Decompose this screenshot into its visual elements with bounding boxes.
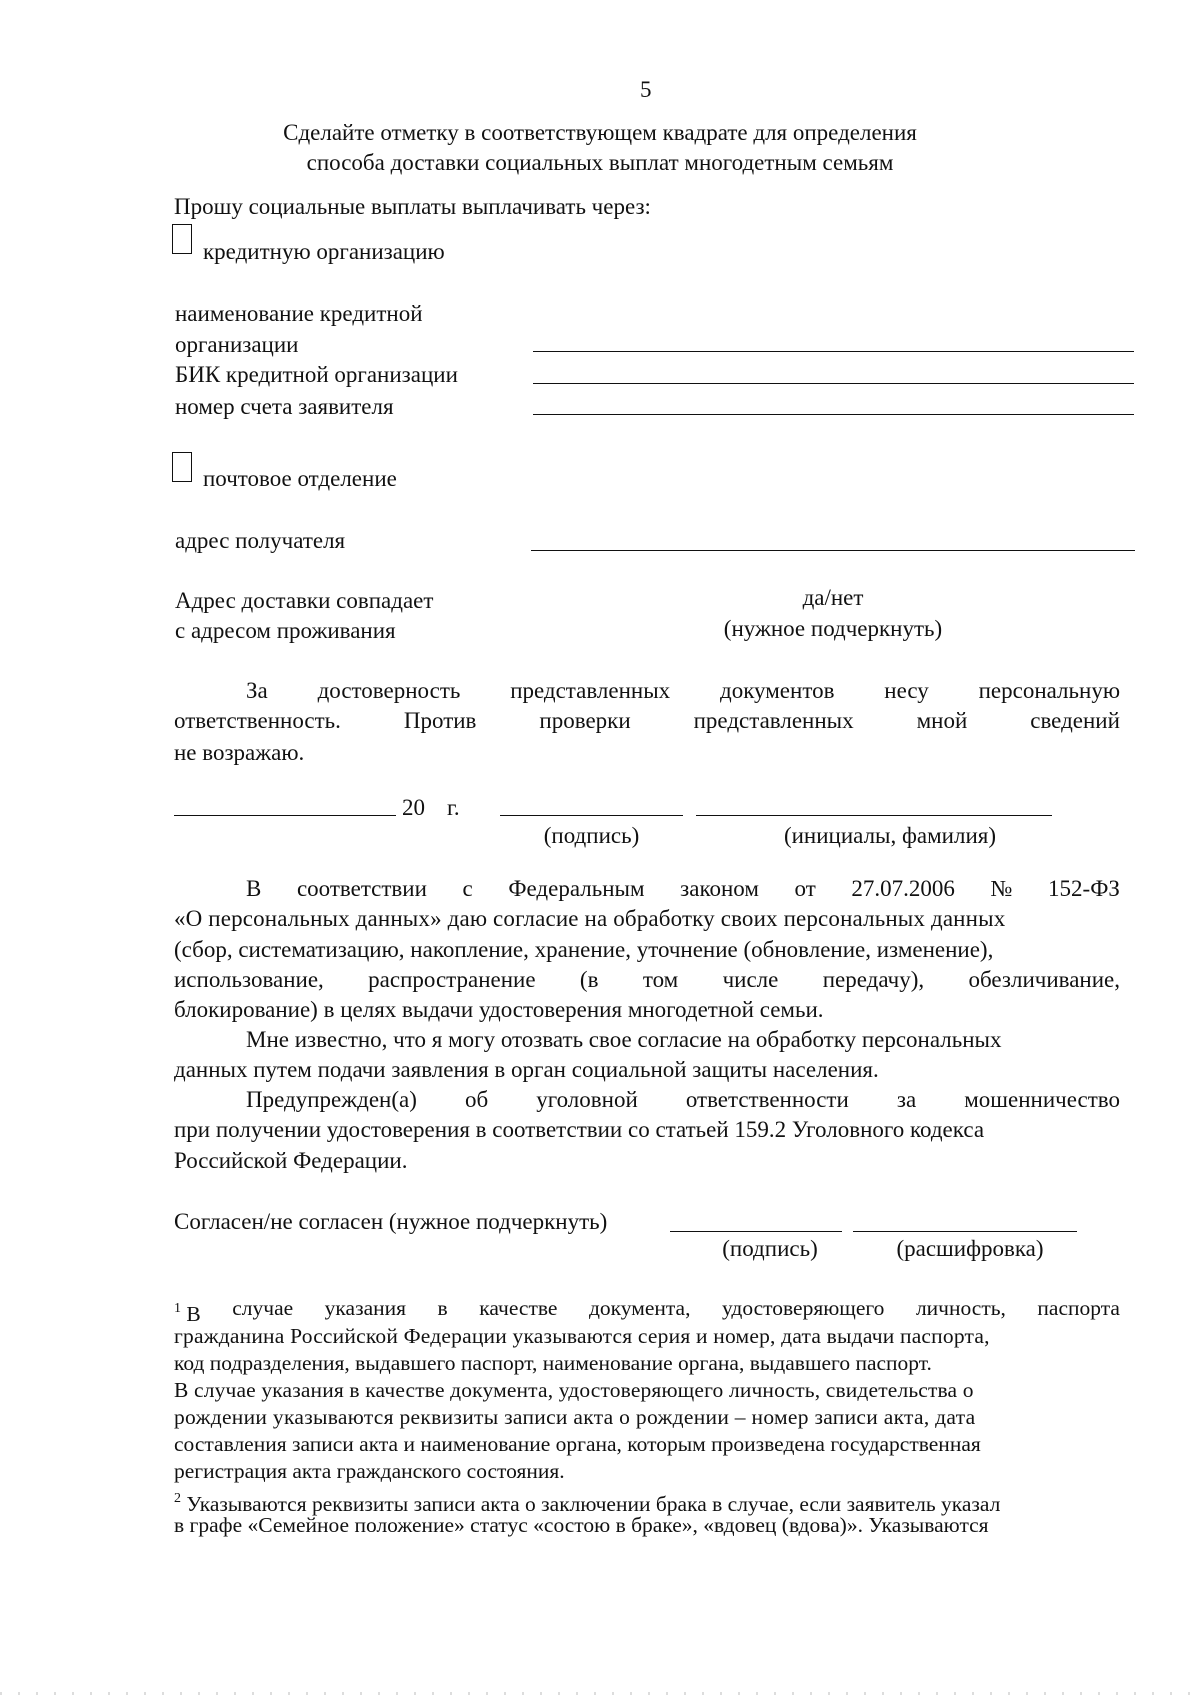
word: с <box>462 876 473 901</box>
post-office-label: почтовое отделение <box>203 466 397 491</box>
bank-name-label-2: организации <box>175 332 299 357</box>
recipient-address-field[interactable] <box>531 550 1135 551</box>
footnote-1-p2-line-4: регистрация акта гражданского состояния. <box>174 1459 565 1483</box>
word: Против <box>403 708 477 733</box>
word: обезличивание, <box>968 967 1120 992</box>
word: личность, <box>915 1296 1006 1320</box>
agree-decode-caption: (расшифровка) <box>896 1236 1044 1261</box>
account-label: номер счета заявителя <box>175 394 394 419</box>
footnote-2-line-2: в графе «Семейное положение» статус «состою в браке», «вдовец (вдова)». Указываются <box>174 1513 989 1537</box>
word: достоверность <box>317 678 461 703</box>
word: проверки <box>539 708 631 733</box>
initials-caption: (инициалы, фамилия) <box>783 823 997 848</box>
delivery-choice[interactable]: да/нет <box>802 585 864 610</box>
footnote-2-text: Указываются реквизиты записи акта о заключении брака в случае, если заявитель указал <box>186 1492 1001 1516</box>
word: том <box>642 967 679 992</box>
agree-decode-field[interactable] <box>853 1231 1077 1232</box>
word: уголовной <box>536 1087 638 1112</box>
consent-line-4 <box>174 964 1120 995</box>
consent-p3-line-2: при получении удостоверения в соответствии со статьей 159.2 Уголовного кодекса <box>174 1117 985 1142</box>
word: документов <box>720 678 835 703</box>
request-text: Прошу социальные выплаты выплачивать через: <box>174 194 651 219</box>
credit-org-checkbox[interactable] <box>172 224 192 254</box>
footnote-1-mark: 1 <box>174 1301 181 1316</box>
consent-p3-line-3: Российской Федерации. <box>174 1148 408 1173</box>
bik-label: БИК кредитной организации <box>175 362 458 387</box>
word: несу <box>884 678 929 703</box>
word: качестве <box>479 1296 558 1320</box>
consent-p2-line-1: Мне известно, что я могу отозвать свое согласие на обработку персональных <box>246 1027 1002 1052</box>
consent-line-1 <box>246 873 1120 904</box>
account-field[interactable] <box>533 414 1134 415</box>
responsibility-line-1 <box>246 675 1120 706</box>
heading-line-1: Сделайте отметку в соответствующем квадрате для определения <box>283 120 917 145</box>
footnote-1-p2-line-2: рождении указываются реквизиты записи акта о рождении – номер записи акта, дата <box>174 1405 976 1429</box>
delivery-address-label-1: Адрес доставки совпадает <box>175 588 434 613</box>
word: передачу), <box>822 967 925 992</box>
responsibility-line-3: не возражаю. <box>174 740 305 765</box>
footnote-1-line-2: гражданина Российской Федерации указываются серия и номер, дата выдачи паспорта, <box>174 1324 990 1348</box>
word: 152-ФЗ <box>1048 876 1120 901</box>
word: числе <box>722 967 779 992</box>
heading-line-2: способа доставки социальных выплат многодетным семьям <box>306 150 894 175</box>
agree-text: Согласен/не согласен (нужное подчеркнуть) <box>174 1209 608 1234</box>
word: использование, <box>174 967 324 992</box>
consent-line-2: «О персональных данных» даю согласие на обработку своих персональных данных <box>174 906 1006 931</box>
word: 27.07.2006 <box>851 876 955 901</box>
consent-line-5: блокирование) в целях выдачи удостоверения многодетной семьи. <box>174 997 824 1022</box>
word: Предупрежден(а) <box>246 1087 417 1112</box>
word: персональную <box>978 678 1120 703</box>
word: соответствии <box>296 876 427 901</box>
year-text: 20 <box>402 795 425 820</box>
word: представленных <box>693 708 854 733</box>
word: законом <box>680 876 759 901</box>
bik-field[interactable] <box>533 383 1134 384</box>
word: Федеральным <box>508 876 645 901</box>
consent-line-3: (сбор, систематизацию, накопление, хранение, уточнение (обновление, изменение), <box>174 937 994 962</box>
word: мной <box>916 708 968 733</box>
word: мошенничество <box>964 1087 1120 1112</box>
footnote-1-p2-line-1: В случае указания в качестве документа, удостоверяющего личность, свидетельства о <box>174 1378 974 1402</box>
initials-field[interactable] <box>696 815 1052 816</box>
word: № <box>990 876 1013 901</box>
word: сведений <box>1030 708 1120 733</box>
word: ответственность. <box>174 708 341 733</box>
delivery-address-label-2: с адресом проживания <box>175 618 396 643</box>
agree-signature-field[interactable] <box>670 1231 842 1232</box>
recipient-address-label: адрес получателя <box>175 528 346 553</box>
consent-p3-line-1 <box>246 1084 1120 1115</box>
bank-name-field[interactable] <box>533 351 1134 352</box>
word: удостоверяющего <box>721 1296 885 1320</box>
word: об <box>464 1087 489 1112</box>
agree-signature-caption: (подпись) <box>722 1236 818 1261</box>
responsibility-line-2 <box>174 705 1120 736</box>
word: паспорта <box>1037 1296 1120 1320</box>
credit-org-label: кредитную организацию <box>203 239 445 264</box>
word: ответственности <box>685 1087 849 1112</box>
word: (в <box>579 967 599 992</box>
word: В <box>186 1302 201 1326</box>
word: за <box>896 1087 917 1112</box>
footnote-1-line-3: код подразделения, выдавшего паспорт, наименование органа, выдавшего паспорт. <box>174 1351 932 1375</box>
date-field[interactable] <box>174 815 396 816</box>
year-suffix: г. <box>447 795 460 820</box>
word: от <box>794 876 816 901</box>
post-office-checkbox[interactable] <box>172 452 192 482</box>
word: указания <box>324 1296 407 1320</box>
scan-noise <box>0 1692 1200 1695</box>
word: документа, <box>588 1296 691 1320</box>
word: распространение <box>368 967 536 992</box>
page-number: 5 <box>640 77 652 102</box>
footnote-2-mark: 2 <box>174 1491 181 1506</box>
word: В <box>246 876 262 901</box>
consent-p2-line-2: данных путем подачи заявления в орган социальной защиты населения. <box>174 1057 879 1082</box>
word: в <box>437 1296 448 1320</box>
delivery-choice-hint: (нужное подчеркнуть) <box>723 616 943 641</box>
word: случае <box>232 1296 294 1320</box>
word: представленных <box>510 678 671 703</box>
word: За <box>246 678 268 703</box>
footnote-1-p2-line-3: составления записи акта и наименование органа, которым произведена государственная <box>174 1432 981 1456</box>
signature-caption: (подпись) <box>543 823 640 848</box>
bank-name-label-1: наименование кредитной <box>175 301 423 326</box>
signature-field[interactable] <box>500 815 683 816</box>
